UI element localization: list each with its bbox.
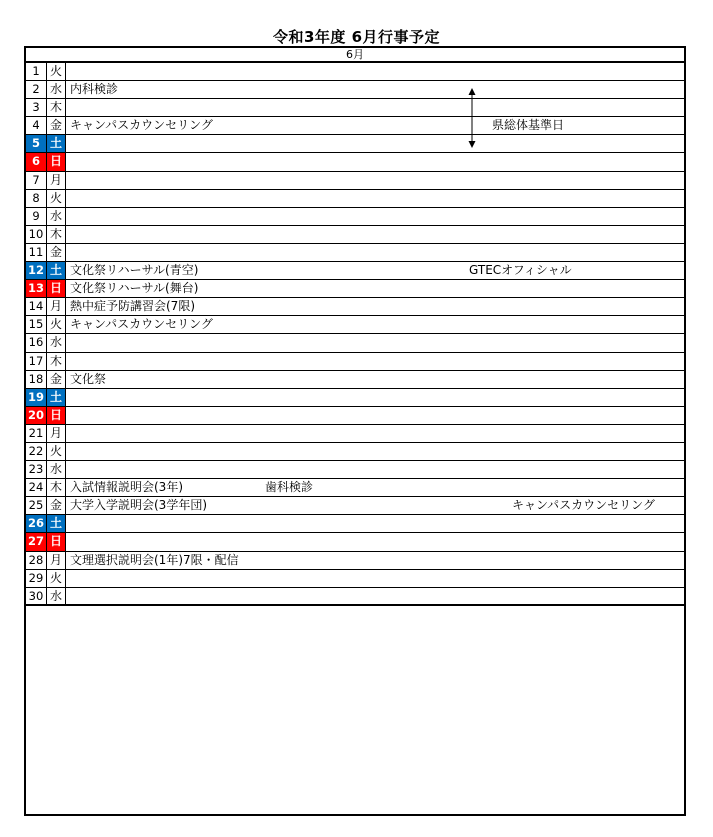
period-arrow-icon: [467, 88, 477, 148]
day-row: [26, 552, 684, 570]
weekday: 木: [47, 353, 66, 370]
weekday: 木: [47, 479, 66, 496]
day-rows: [26, 63, 684, 606]
schedule-sheet: [24, 46, 686, 816]
day-row: [26, 316, 684, 334]
day-row: [26, 334, 684, 352]
day-number: 20: [26, 407, 47, 424]
day-number: 16: [26, 334, 47, 351]
weekday: 金: [47, 497, 66, 514]
weekday: 火: [47, 443, 66, 460]
weekday: 土: [47, 262, 66, 279]
day-row: [26, 570, 684, 588]
day-row: [26, 515, 684, 533]
day-number: 9: [26, 208, 47, 225]
day-row: [26, 443, 684, 461]
day-number: 1: [26, 63, 47, 80]
event-text: キャンパスカウンセリング: [512, 498, 655, 513]
day-row: [26, 425, 684, 443]
day-row: [26, 117, 684, 135]
weekday: 金: [47, 244, 66, 261]
event-text: キャンパスカウンセリング: [70, 118, 213, 133]
day-number: 29: [26, 570, 47, 587]
day-number: 10: [26, 226, 47, 243]
day-row: [26, 407, 684, 425]
day-row: [26, 244, 684, 262]
day-number: 19: [26, 389, 47, 406]
day-number: 22: [26, 443, 47, 460]
event-text: キャンパスカウンセリング: [70, 317, 213, 332]
day-row: [26, 226, 684, 244]
day-row: [26, 298, 684, 316]
event-text: 歯科検診: [265, 480, 314, 495]
page-title: 令和3年度 6月行事予定: [272, 28, 441, 46]
event-text: 県総体基準日: [492, 118, 565, 133]
day-number: 27: [26, 533, 47, 550]
day-row: [26, 81, 684, 99]
day-row: [26, 353, 684, 371]
weekday: 火: [47, 190, 66, 207]
weekday: 木: [47, 226, 66, 243]
event-text: 内科検診: [70, 82, 119, 97]
weekday: 土: [47, 515, 66, 532]
day-number: 11: [26, 244, 47, 261]
event-text: 文化祭リハーサル(舞台): [70, 281, 199, 296]
day-number: 2: [26, 81, 47, 98]
day-number: 18: [26, 371, 47, 388]
day-number: 24: [26, 479, 47, 496]
event-text: 入試情報説明会(3年): [70, 480, 183, 495]
day-number: 23: [26, 461, 47, 478]
day-number: 30: [26, 588, 47, 604]
day-row: [26, 99, 684, 117]
event-text: GTECオフィシャル: [469, 263, 572, 278]
day-number: 3: [26, 99, 47, 116]
weekday: 土: [47, 135, 66, 152]
day-row: [26, 389, 684, 407]
weekday: 水: [47, 461, 66, 478]
day-row: [26, 497, 684, 515]
weekday: 金: [47, 371, 66, 388]
weekday: 月: [47, 172, 66, 189]
day-number: 4: [26, 117, 47, 134]
day-row: [26, 135, 684, 153]
day-number: 13: [26, 280, 47, 297]
day-number: 6: [26, 153, 47, 170]
day-row: [26, 172, 684, 190]
weekday: 日: [47, 153, 66, 170]
weekday: 水: [47, 334, 66, 351]
weekday: 金: [47, 117, 66, 134]
event-text: 熱中症予防講習会(7限): [70, 299, 195, 314]
day-row: [26, 461, 684, 479]
month-header: 6月: [26, 48, 684, 63]
weekday: 月: [47, 552, 66, 569]
day-row: [26, 153, 684, 171]
day-row: [26, 280, 684, 298]
day-number: 12: [26, 262, 47, 279]
event-text: 文化祭リハーサル(青空): [70, 263, 199, 278]
day-row: [26, 262, 684, 280]
day-number: 25: [26, 497, 47, 514]
day-row: [26, 533, 684, 551]
weekday: 月: [47, 298, 66, 315]
day-number: 7: [26, 172, 47, 189]
event-text: 大学入学説明会(3学年団): [70, 498, 207, 513]
weekday: 木: [47, 99, 66, 116]
event-text: 文化祭: [70, 371, 107, 386]
day-number: 15: [26, 316, 47, 333]
day-row: [26, 63, 684, 81]
weekday: 火: [47, 570, 66, 587]
weekday: 土: [47, 389, 66, 406]
day-number: 5: [26, 135, 47, 152]
weekday: 火: [47, 63, 66, 80]
weekday: 水: [47, 81, 66, 98]
weekday: 月: [47, 425, 66, 442]
weekday: 水: [47, 588, 66, 604]
weekday: 日: [47, 280, 66, 297]
day-number: 26: [26, 515, 47, 532]
day-row: [26, 190, 684, 208]
day-row: [26, 588, 684, 606]
weekday: 水: [47, 208, 66, 225]
weekday: 火: [47, 316, 66, 333]
weekday: 日: [47, 533, 66, 550]
day-number: 21: [26, 425, 47, 442]
day-number: 17: [26, 353, 47, 370]
event-text: 文理選択説明会(1年)7限・配信: [70, 552, 239, 567]
day-number: 28: [26, 552, 47, 569]
day-number: 14: [26, 298, 47, 315]
day-row: [26, 479, 684, 497]
day-row: [26, 371, 684, 389]
weekday: 日: [47, 407, 66, 424]
day-row: [26, 208, 684, 226]
day-number: 8: [26, 190, 47, 207]
